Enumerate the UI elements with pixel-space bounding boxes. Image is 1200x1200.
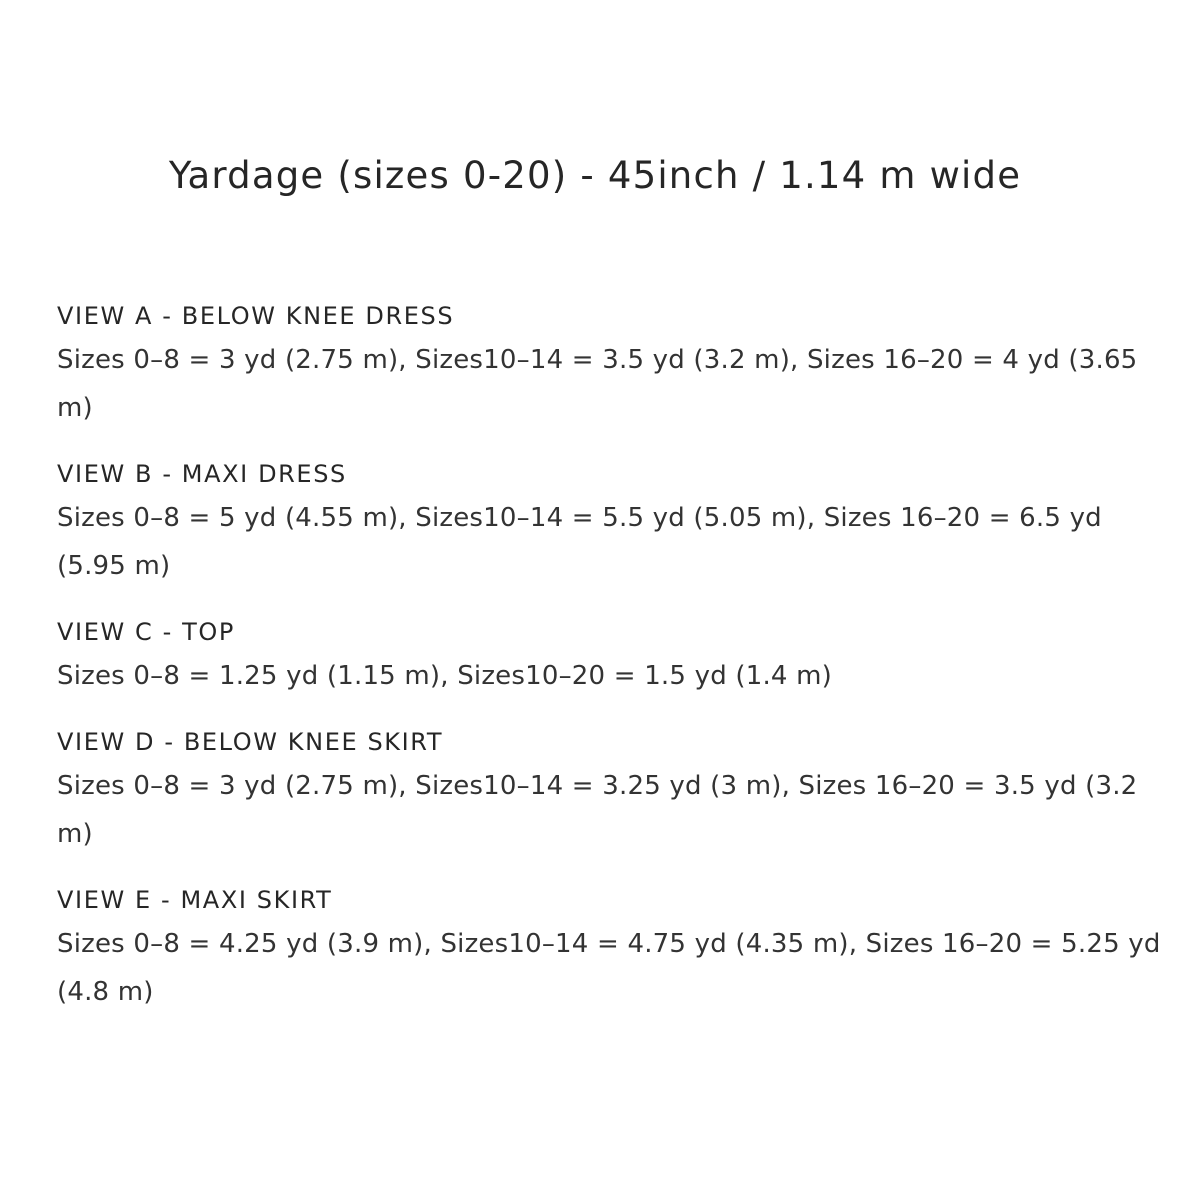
view-b-section — [57, 454, 1167, 590]
view-d-section — [57, 722, 1167, 858]
view-c-heading: VIEW C - TOP — [57, 618, 235, 646]
page-title: Yardage (sizes 0-20) - 45inch / 1.14 m wide — [168, 154, 1022, 197]
view-b-yardage: Sizes 0–8 = 5 yd (4.55 m), Sizes10–14 = 5.5 yd (5.05 m), Sizes 16–20 = 6.5 yd (5.95 m) — [57, 503, 1102, 581]
view-d-yardage: Sizes 0–8 = 3 yd (2.75 m), Sizes10–14 = 3.25 yd (3 m), Sizes 16–20 = 3.5 yd (3.2 m) — [57, 771, 1138, 849]
view-c-section — [57, 612, 1167, 700]
view-a-section — [57, 296, 1167, 432]
view-b-heading: VIEW B - MAXI DRESS — [57, 460, 347, 488]
view-d-heading: VIEW D - BELOW KNEE SKIRT — [57, 728, 444, 756]
view-a-yardage: Sizes 0–8 = 3 yd (2.75 m), Sizes10–14 = 3.5 yd (3.2 m), Sizes 16–20 = 4 yd (3.65 m) — [57, 345, 1138, 423]
view-c-yardage: Sizes 0–8 = 1.25 yd (1.15 m), Sizes10–20 = 1.5 yd (1.4 m) — [57, 661, 832, 691]
view-e-heading: VIEW E - MAXI SKIRT — [57, 886, 333, 914]
view-a-heading: VIEW A - BELOW KNEE DRESS — [57, 302, 455, 330]
view-e-section — [57, 880, 1167, 1016]
yardage-list — [57, 296, 1167, 1038]
view-e-yardage: Sizes 0–8 = 4.25 yd (3.9 m), Sizes10–14 = 4.75 yd (4.35 m), Sizes 16–20 = 5.25 yd (4.8 m) — [57, 929, 1161, 1007]
